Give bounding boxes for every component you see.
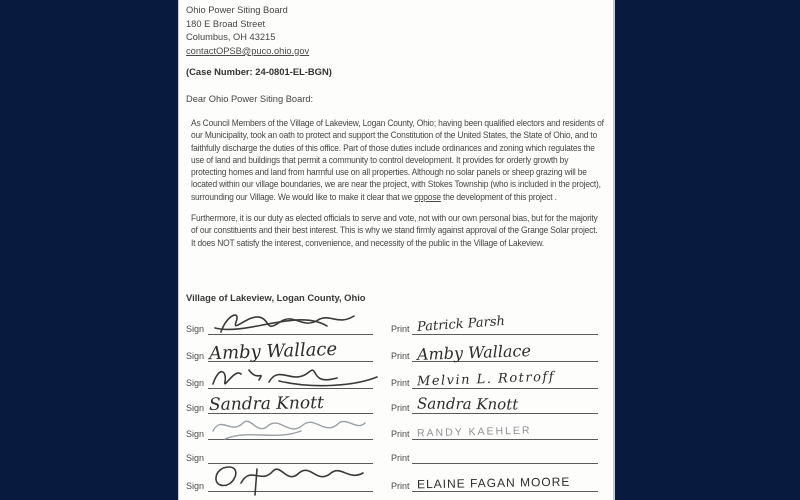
print-label: Print bbox=[391, 403, 410, 413]
recipient-address-line2: Columbus, OH 43215 bbox=[186, 32, 276, 43]
printed-name: Sandra Knott bbox=[416, 394, 519, 414]
signature-scribble bbox=[205, 306, 365, 340]
printed-name: Melvin L. Rotroff bbox=[416, 369, 556, 390]
paragraph-line: Furthermore, it is our duty as elected officials to serve and vote, not with our own personal bias, but for the majority bbox=[191, 213, 598, 223]
paragraph-line: of our constituents and their best interest. This is why we stand firmly against approval of the Grange Solar project. bbox=[191, 225, 598, 236]
paragraph-line: use of land and buildings that permit a community to control development. It provides for orderly growth by bbox=[191, 154, 569, 165]
print-label: Print bbox=[391, 378, 410, 388]
sign-label: Sign bbox=[186, 481, 205, 491]
sign-label: Sign bbox=[186, 324, 205, 334]
sign-label: Sign bbox=[186, 351, 205, 361]
letter-header bbox=[186, 4, 309, 58]
signature-handwriting: Amby Wallace bbox=[208, 338, 338, 365]
print-label: Print bbox=[391, 429, 410, 439]
signature-row-5 bbox=[179, 424, 616, 440]
print-label: Print bbox=[391, 481, 410, 491]
salutation: Dear Ohio Power Siting Board: bbox=[186, 94, 314, 104]
print-label: Print bbox=[391, 351, 410, 361]
paragraph-line: As Council Members of the Village of Lakeview, Logan County, Ohio; having been qualified electors and residents of bbox=[191, 118, 604, 128]
signature-row-7 bbox=[179, 476, 616, 492]
print-line bbox=[412, 462, 598, 464]
paragraph-line: located within our village boundaries, we are near the project, with Stokes Township (who is included in the project), bbox=[191, 179, 601, 190]
body-paragraph-1 bbox=[191, 117, 604, 203]
print-label: Print bbox=[391, 324, 410, 334]
printed-name: RANDY KAEHLER bbox=[416, 424, 532, 440]
recipient-address-line1: 180 E Broad Street bbox=[186, 18, 266, 29]
print-label: Print bbox=[391, 453, 410, 463]
recipient-org: Ohio Power Siting Board bbox=[186, 5, 288, 15]
printed-name: Amby Wallace bbox=[416, 341, 532, 364]
sign-label: Sign bbox=[186, 453, 205, 463]
oppose-underlined-word: oppose bbox=[414, 191, 441, 202]
signature-section-heading: Village of Lakeview, Logan County, Ohio bbox=[186, 292, 366, 303]
case-number: (Case Number: 24-0801-EL-BGN) bbox=[186, 66, 332, 77]
sign-label: Sign bbox=[186, 378, 205, 388]
paragraph-line: It does NOT satisfy the interest, convenience, and necessity of the public in the Village of Lakeview. bbox=[191, 237, 544, 248]
signature-row-1 bbox=[179, 313, 616, 336]
contact-email-link[interactable]: contactOPSB@puco.ohio.gov bbox=[186, 45, 310, 56]
paragraph-line: protecting homes and land from harmful use on all properties. Although no solar panels or sheep grazing will be bbox=[191, 167, 587, 178]
signature-scribble bbox=[205, 411, 370, 445]
sign-label: Sign bbox=[186, 429, 205, 439]
paragraph-text: surrounding our Village. We would like to make it clear that we bbox=[191, 191, 415, 202]
paragraph-line: our Municipality, took an oath to protect and support the Constitution of the United States, the State of Ohio, and to bbox=[191, 130, 598, 141]
signature-handwriting: Sandra Knott bbox=[208, 392, 324, 416]
scanned-letter-page bbox=[178, 0, 615, 500]
signature-scribble bbox=[205, 360, 380, 394]
printed-name: Patrick Parsh bbox=[416, 313, 506, 336]
paragraph-line: faithfully discharge the duties of this office. Part of those duties include ordinances and zoning which regulates the bbox=[191, 142, 595, 153]
paragraph-line bbox=[191, 191, 604, 203]
sign-label: Sign bbox=[186, 403, 205, 413]
printed-name: ELAINE FAGAN MOORE bbox=[416, 474, 571, 492]
paragraph-text: the development of this project . bbox=[440, 191, 557, 202]
body-paragraph-2 bbox=[191, 212, 598, 249]
signature-scribble bbox=[205, 461, 370, 497]
signature-row-3 bbox=[179, 369, 616, 390]
